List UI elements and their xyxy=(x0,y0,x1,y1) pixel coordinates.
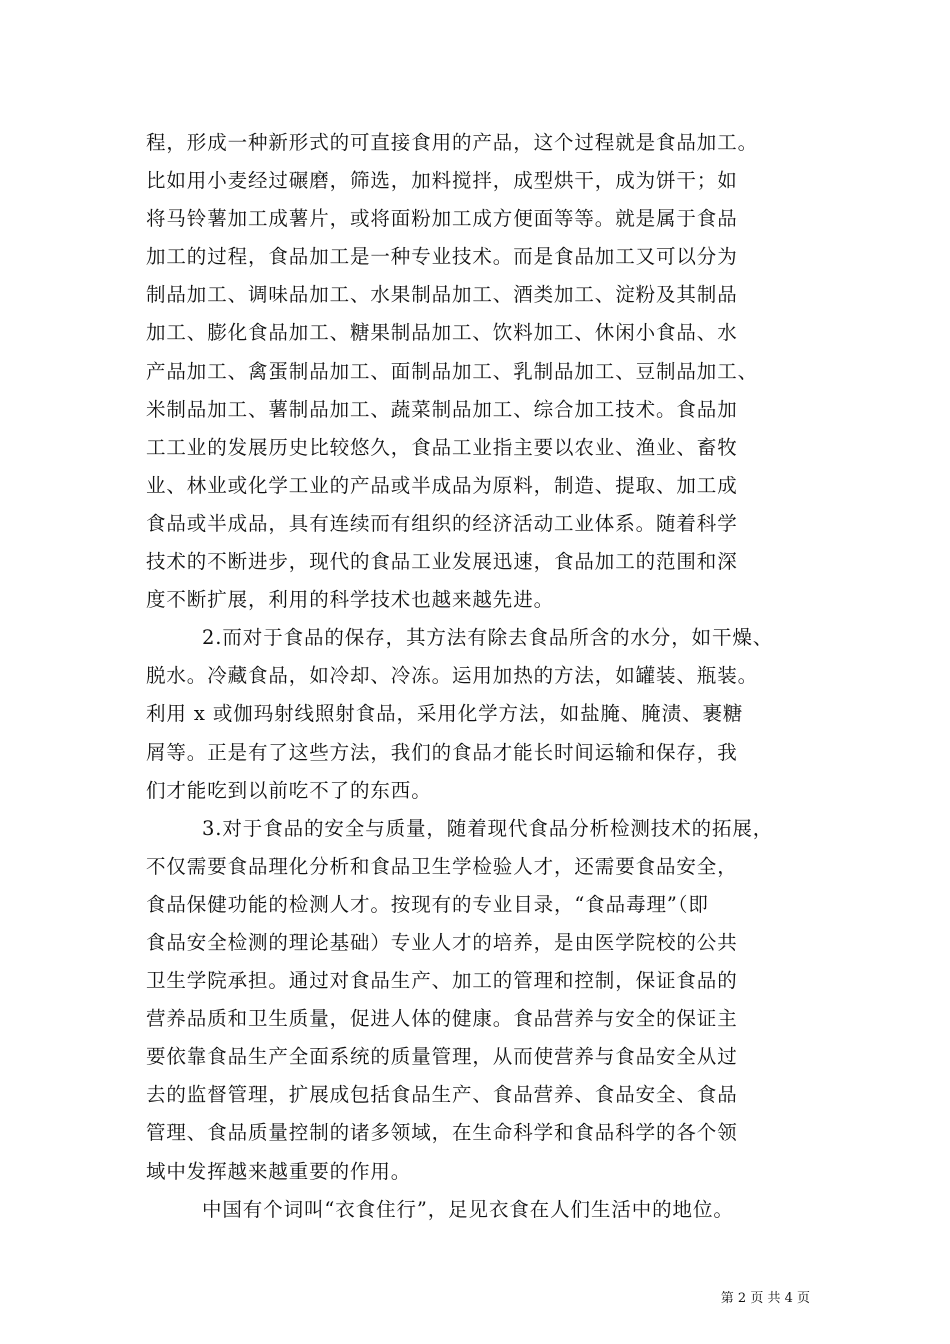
text-line: 营养品质和卫生质量，促进人体的健康。食品营养与安全的保证主 xyxy=(146,1007,738,1031)
text-line: 利用 x 或伽玛射线照射食品，采用化学方法，如盐腌、腌渍、裹糖 xyxy=(146,702,744,726)
paragraph-start-line: 3.对于食品的安全与质量，随着现代食品分析检测技术的拓展， xyxy=(202,816,774,840)
text-line: 制品加工、调味品加工、水果制品加工、酒类加工、淀粉及其制品 xyxy=(146,283,738,307)
text-line: 加工的过程，食品加工是一种专业技术。而是食品加工又可以分为 xyxy=(146,245,738,269)
document-body xyxy=(146,124,826,1229)
text-line: 米制品加工、薯制品加工、蔬菜制品加工、综合加工技术。食品加 xyxy=(146,397,738,421)
text-line: 比如用小麦经过碾磨，筛选，加料搅拌，成型烘干，成为饼干；如 xyxy=(146,169,738,193)
text-line: 卫生学院承担。通过对食品生产、加工的管理和控制，保证食品的 xyxy=(146,969,738,993)
text-line: 加工、膨化食品加工、糖果制品加工、饮料加工、休闲小食品、水 xyxy=(146,321,738,345)
text-line: 度不断扩展，利用的科学技术也越来越先进。 xyxy=(146,588,555,612)
paragraph-start-line: 2.而对于食品的保存，其方法有除去食品所含的水分，如干燥、 xyxy=(202,626,774,650)
text-line: 工工业的发展历史比较悠久，食品工业指主要以农业、渔业、畜牧 xyxy=(146,435,738,459)
text-line: 产品加工、禽蛋制品加工、面制品加工、乳制品加工、豆制品加工、 xyxy=(146,359,759,383)
text-line: 技术的不断进步，现代的食品工业发展迅速，食品加工的范围和深 xyxy=(146,550,738,574)
text-line: 域中发挥越来越重要的作用。 xyxy=(146,1159,412,1183)
text-line: 要依靠食品生产全面系统的质量管理，从而使营养与食品安全从过 xyxy=(146,1045,738,1069)
text-line: 食品或半成品，具有连续而有组织的经济活动工业体系。随着科学 xyxy=(146,511,738,535)
text-line: 去的监督管理，扩展成包括食品生产、食品营养、食品安全、食品 xyxy=(146,1083,738,1107)
text-line: 食品安全检测的理论基础）专业人才的培养，是由医学院校的公共 xyxy=(146,930,738,954)
text-line: 管理、食品质量控制的诸多领域，在生命科学和食品科学的各个领 xyxy=(146,1121,738,1145)
text-line: 们才能吃到以前吃不了的东西。 xyxy=(146,778,432,802)
page-number-footer: 第 2 页 共 4 页 xyxy=(720,1291,810,1306)
text-line: 屑等。正是有了这些方法，我们的食品才能长时间运输和保存，我 xyxy=(146,740,738,764)
text-line: 将马铃薯加工成薯片，或将面粉加工成方便面等等。就是属于食品 xyxy=(146,207,738,231)
paragraph-start-line: 中国有个词叫“衣食住行”，足见衣食在人们生活中的地位。 xyxy=(202,1197,734,1221)
text-line: 脱水。冷藏食品，如冷却、冷冻。运用加热的方法，如罐装、瓶装。 xyxy=(146,664,759,688)
text-line: 食品保健功能的检测人才。按现有的专业目录，“食品毒理”（即 xyxy=(146,892,709,916)
text-line: 不仅需要食品理化分析和食品卫生学检验人才，还需要食品安全， xyxy=(146,854,738,878)
text-line: 业、林业或化学工业的产品或半成品为原料，制造、提取、加工成 xyxy=(146,473,738,497)
text-line: 程，形成一种新形式的可直接食用的产品，这个过程就是食品加工。 xyxy=(146,131,759,154)
